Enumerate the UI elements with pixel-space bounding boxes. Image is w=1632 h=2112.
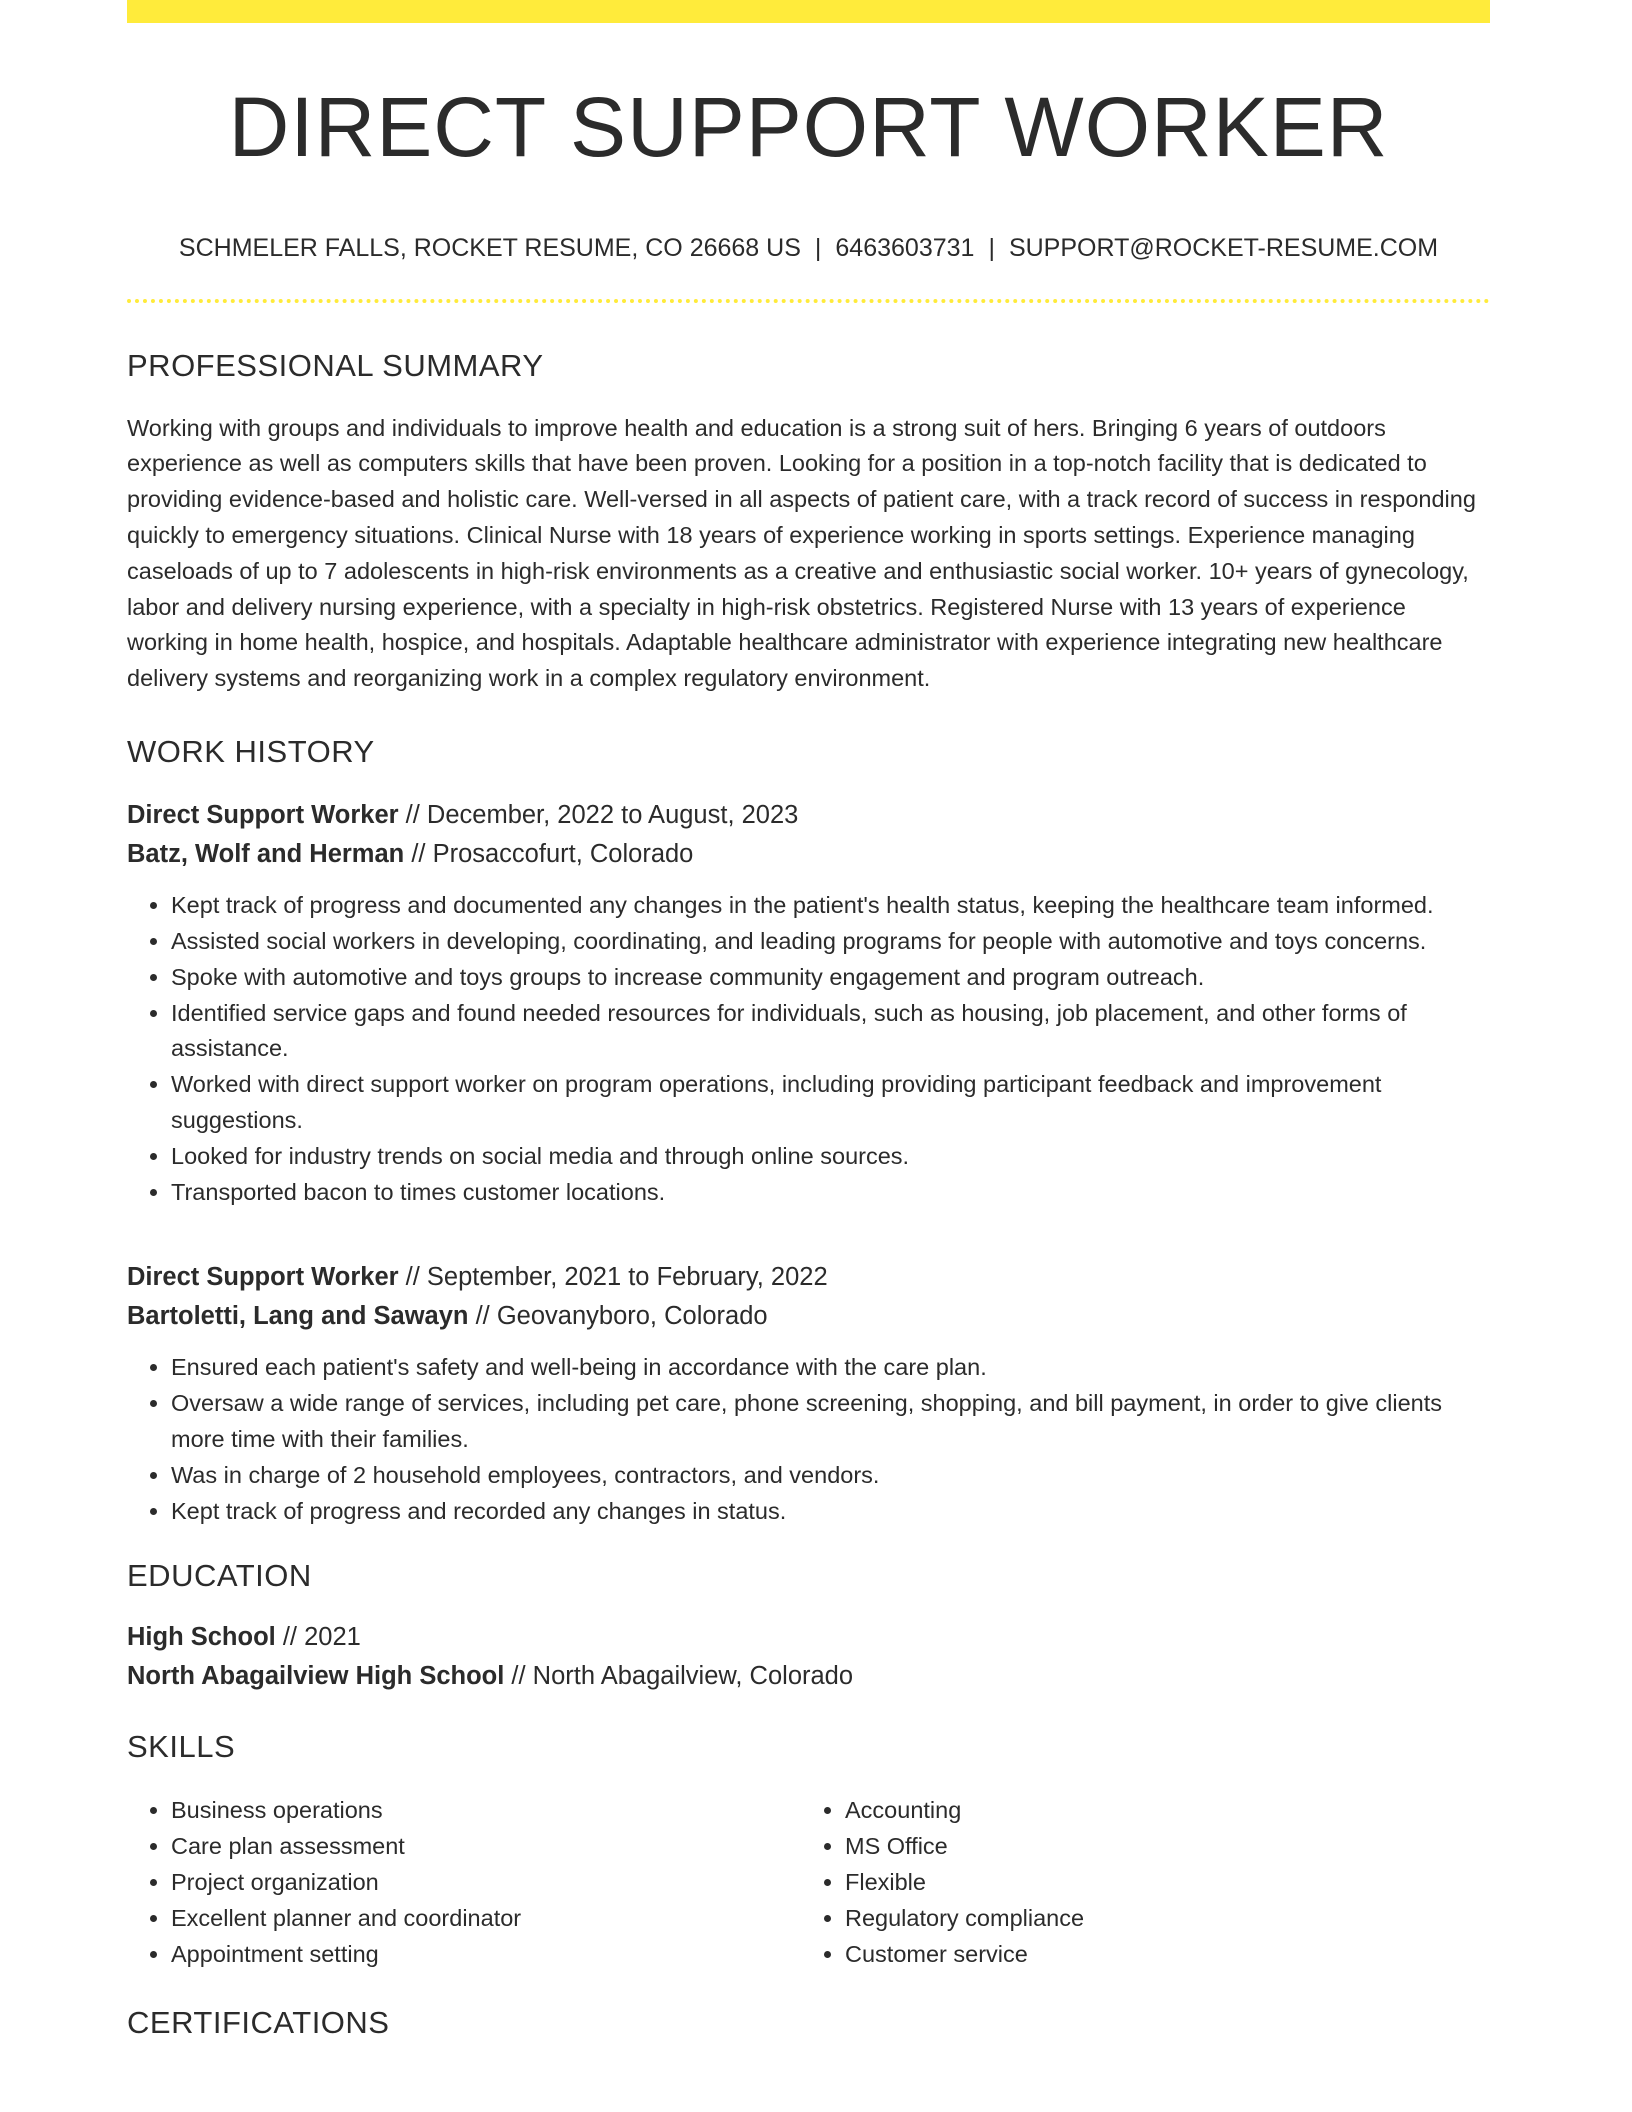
job-location: // Geovanyboro, Colorado xyxy=(468,1302,768,1331)
job-duties-list xyxy=(127,1350,1490,1529)
top-accent-bar xyxy=(127,0,1490,23)
contact-separator: | xyxy=(814,234,822,263)
job-role: Direct Support Worker xyxy=(127,1263,399,1292)
job-employer-line xyxy=(127,835,1490,874)
skill-item: • Flexible xyxy=(845,1864,1475,1900)
contact-line xyxy=(127,233,1490,263)
list-item: • Worked with direct support worker on program operations, including providing participant feedback and improvement suggestions. xyxy=(171,1067,1490,1139)
list-item: • Kept track of progress and documented any changes in the patient's health status, keeping the healthcare team informed. xyxy=(171,888,1490,924)
skills-columns xyxy=(127,1792,1490,1972)
contact-email: SUPPORT@ROCKET-RESUME.COM xyxy=(1008,234,1439,263)
job-title-line xyxy=(127,1258,1490,1297)
skill-item: • Project organization xyxy=(171,1864,801,1900)
contact-separator: | xyxy=(988,234,995,263)
education-year: // 2021 xyxy=(275,1623,361,1652)
list-item: • Kept track of progress and recorded any changes in status. xyxy=(171,1494,1490,1530)
job-dates: // September, 2021 to February, 2022 xyxy=(398,1263,828,1292)
certifications-heading: CERTIFICATIONS xyxy=(127,2004,390,2040)
list-item: • Assisted social workers in developing, coordinating, and leading programs for people with automotive and toys concerns. xyxy=(171,924,1490,960)
header-divider xyxy=(127,299,1490,303)
job-employer: Batz, Wolf and Herman xyxy=(127,840,405,869)
skill-item: • Excellent planner and coordinator xyxy=(171,1900,801,1936)
summary-text: Working with groups and individuals to improve health and education is a strong suit of hers. Bringing 6 years of outdoors experience as well as computers skills that have been proven. Looking for a position in a top-notch facility that is dedicated to providing evidence-based and holistic care. Well-versed in all aspects of patient care, with a track record of success in responding quickly to emergency situations. Clinical Nurse with 18 years of experience working in sports settings. Experience managing caseloads of up to 7 adolescents in high-risk environments as a creative and enthusiastic social worker. 10+ years of gynecology, labor and delivery nursing experience, with a specialty in high-risk obstetrics. Registered Nurse with 13 years of experience working in home health, hospice, and hospitals. Adaptable healthcare administrator with experience integrating new healthcare delivery systems and reorganizing work in a complex regulatory environment. xyxy=(127,414,1476,692)
contact-phone: 6463603731 xyxy=(835,234,975,263)
skill-item: • MS Office xyxy=(845,1828,1475,1864)
summary-heading: PROFESSIONAL SUMMARY xyxy=(127,348,544,384)
skill-item: • Accounting xyxy=(845,1792,1475,1828)
education-entry xyxy=(127,1618,1490,1696)
skill-item: • Business operations xyxy=(171,1792,801,1828)
list-item: • Transported bacon to times customer locations. xyxy=(171,1175,1490,1211)
skill-item: • Care plan assessment xyxy=(171,1828,801,1864)
list-item: • Spoke with automotive and toys groups to increase community engagement and program outreach. xyxy=(171,960,1490,996)
education-school-line xyxy=(127,1657,1490,1696)
skill-item: • Customer service xyxy=(845,1936,1475,1972)
skills-list-right xyxy=(801,1792,1475,1972)
list-item: • Ensured each patient's safety and well-being in accordance with the care plan. xyxy=(171,1350,1490,1386)
resume-page xyxy=(127,0,1490,2041)
job-duties-list xyxy=(127,888,1490,1210)
contact-address: SCHMELER FALLS, ROCKET RESUME, CO 26668 US xyxy=(178,234,801,263)
job-dates: // December, 2022 to August, 2023 xyxy=(398,801,799,830)
job-entry xyxy=(127,796,1490,1210)
education-degree: High School xyxy=(127,1623,276,1652)
skills-list-left xyxy=(127,1792,801,1972)
education-degree-line xyxy=(127,1618,1490,1657)
job-employer: Bartoletti, Lang and Sawayn xyxy=(127,1302,469,1331)
job-entry xyxy=(127,1258,1490,1529)
job-location: // Prosaccofurt, Colorado xyxy=(404,840,694,869)
list-item: • Identified service gaps and found needed resources for individuals, such as housing, job placement, and other forms of assistance. xyxy=(171,996,1490,1068)
skill-item: • Appointment setting xyxy=(171,1936,801,1972)
list-item: • Looked for industry trends on social media and through online sources. xyxy=(171,1139,1490,1175)
list-item: • Was in charge of 2 household employees, contractors, and vendors. xyxy=(171,1458,1490,1494)
education-heading: EDUCATION xyxy=(127,1558,312,1594)
skills-heading: SKILLS xyxy=(127,1729,236,1765)
education-location: // North Abagailview, Colorado xyxy=(504,1662,854,1691)
job-employer-line xyxy=(127,1297,1490,1336)
education-school: North Abagailview High School xyxy=(127,1662,505,1691)
list-item: • Oversaw a wide range of services, including pet care, phone screening, shopping, and bill payment, in order to give clients more time with their families. xyxy=(171,1386,1490,1458)
candidate-name: DIRECT SUPPORT WORKER xyxy=(228,80,1389,174)
job-role: Direct Support Worker xyxy=(127,801,399,830)
skill-item: • Regulatory compliance xyxy=(845,1900,1475,1936)
job-title-line xyxy=(127,796,1490,835)
work-history-heading: WORK HISTORY xyxy=(127,733,375,769)
